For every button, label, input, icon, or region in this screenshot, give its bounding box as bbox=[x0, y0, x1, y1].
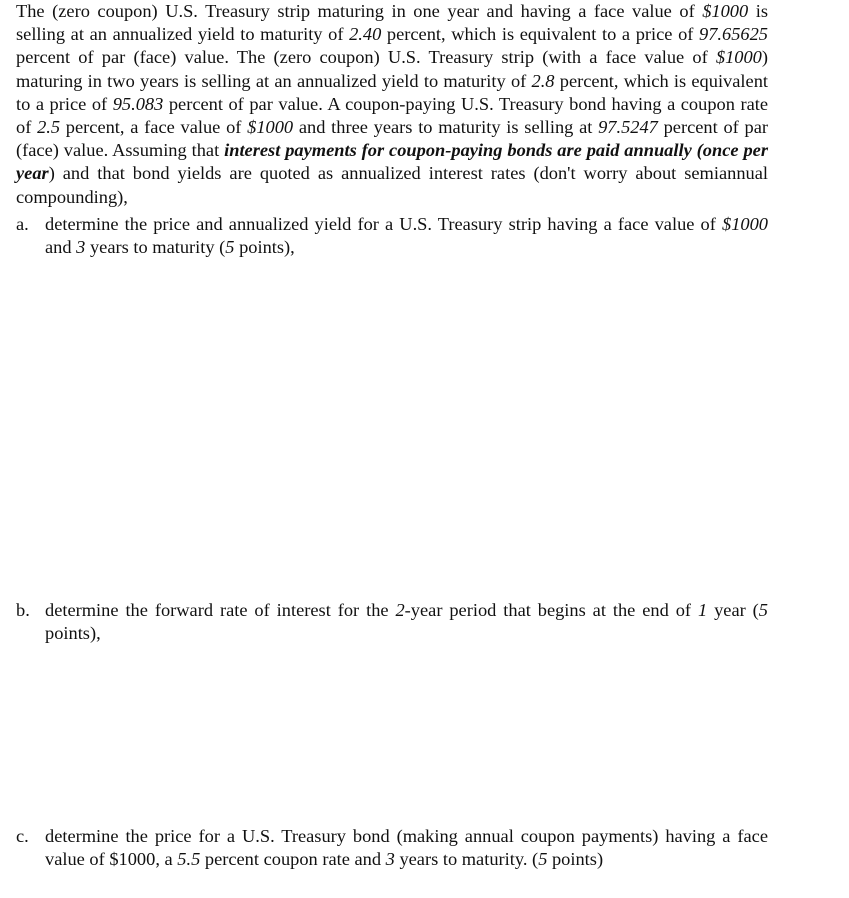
price-3: 97.5247 bbox=[598, 117, 658, 138]
question-b-part-3: year ( bbox=[707, 600, 759, 620]
face-value-2: $1000 bbox=[715, 47, 762, 68]
question-c-part-4: points) bbox=[547, 849, 604, 870]
question-a-points: 5 bbox=[225, 237, 235, 258]
question-b-begin: 1 bbox=[697, 600, 708, 620]
question-a-part-2: and bbox=[45, 237, 77, 258]
price-2: 95.083 bbox=[112, 93, 164, 114]
question-b-points: 5 bbox=[758, 600, 768, 620]
coupon-rate: 2.5 bbox=[37, 117, 61, 138]
face-value-3: $1000 bbox=[247, 117, 294, 138]
question-c-coupon: 5.5 bbox=[177, 849, 201, 870]
question-b-part-2: -year period that begins at the end of bbox=[404, 600, 698, 620]
intro-text-8: percent, a face value of bbox=[60, 117, 248, 138]
question-c-part-1: determine the price for a U.S. Treasury bond (making annual coupon payments) having a face value of $1000, a bbox=[45, 826, 768, 870]
intro-text-10: percent of par (face) value. Assuming that bbox=[16, 117, 769, 161]
intro-text-5: ) maturing in two years is selling at an annualized yield to maturity of bbox=[16, 47, 768, 91]
price-1: 97.65625 bbox=[699, 24, 768, 45]
question-b-part-4: points), bbox=[45, 623, 101, 644]
question-b bbox=[16, 599, 768, 645]
question-c-years: 3 bbox=[385, 849, 395, 870]
question-c bbox=[16, 825, 768, 871]
question-a bbox=[16, 213, 768, 259]
question-a-part-1: determine the price and annualized yield for a U.S. Treasury strip having a face value of bbox=[45, 214, 723, 234]
intro-text-6: percent, which is equivalent to a price of bbox=[16, 70, 768, 114]
question-a-letter: a. bbox=[16, 214, 29, 234]
intro-text-7: percent of par value. A coupon-paying U.S. Treasury bond having a coupon rate of bbox=[16, 93, 769, 138]
question-a-face: $1000 bbox=[722, 214, 768, 234]
question-a-part-3: years to maturity ( bbox=[85, 237, 226, 258]
question-c-part-3: years to maturity. ( bbox=[394, 849, 539, 870]
question-a-text bbox=[45, 213, 768, 259]
intro-text-9: and three years to maturity is selling at bbox=[293, 117, 599, 138]
yield-2: 2.8 bbox=[531, 70, 555, 91]
question-b-period: 2 bbox=[395, 600, 405, 620]
problem-statement bbox=[16, 0, 768, 209]
question-b-part-1: determine the forward rate of interest for the bbox=[45, 600, 396, 620]
emphasized-assumption: interest payments for coupon-paying bonds are paid annually (once per year bbox=[16, 140, 768, 184]
question-c-part-2: percent coupon rate and bbox=[200, 849, 386, 870]
intro-text-11: ) and that bond yields are quoted as annualized interest rates (don't worry about semiannual compounding), bbox=[16, 163, 768, 207]
question-c-text bbox=[45, 825, 768, 871]
intro-text-2: is selling at an annualized yield to maturity of bbox=[16, 1, 768, 45]
yield-1: 2.40 bbox=[349, 24, 382, 45]
question-a-part-4: points), bbox=[234, 237, 295, 258]
question-b-letter: b. bbox=[16, 600, 30, 620]
question-c-points: 5 bbox=[538, 849, 548, 870]
intro-text-1: The (zero coupon) U.S. Treasury strip maturing in one year and having a face value of bbox=[16, 1, 703, 21]
intro-text-3: percent, which is equivalent to a price of bbox=[381, 24, 700, 45]
question-a-years: 3 bbox=[76, 237, 86, 258]
face-value-1: $1000 bbox=[702, 1, 749, 21]
question-c-letter: c. bbox=[16, 826, 29, 846]
intro-text-4: percent of par (face) value. The (zero coupon) U.S. Treasury strip (with a face value of bbox=[16, 47, 716, 68]
question-b-text bbox=[45, 599, 768, 645]
